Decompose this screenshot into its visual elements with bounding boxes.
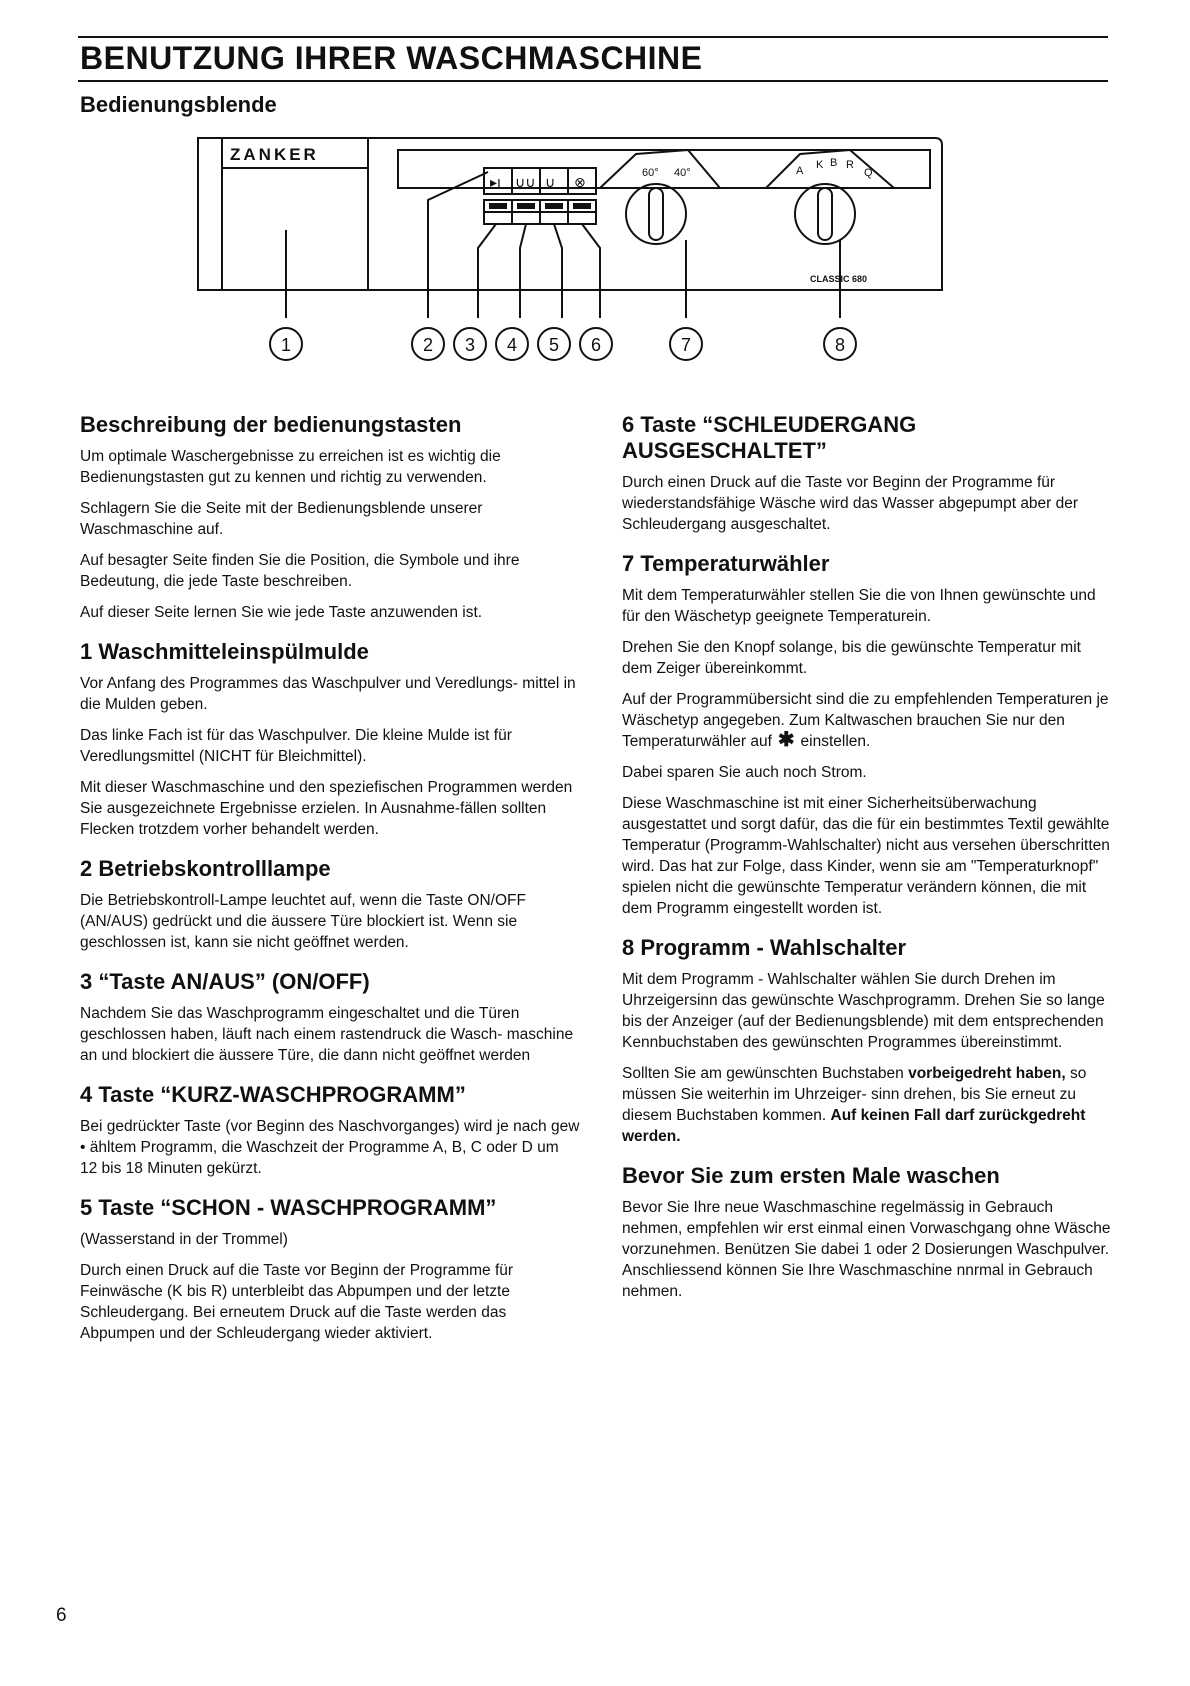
text-run: einstellen. [796, 733, 871, 750]
page-title: BENUTZUNG IHRER WASCHMASCHINE [80, 40, 703, 76]
program-mark-a: A [796, 165, 804, 177]
temp-mark-40: 40° [674, 167, 691, 179]
section-4 [80, 1082, 580, 1179]
section-6 [622, 412, 1112, 535]
control-panel-diagram [190, 130, 950, 400]
callout-6: 6 [590, 335, 602, 355]
temp-mark-60: 60° [642, 167, 659, 179]
section-3-heading: 3 “Taste AN/AUS” (ON/OFF) [80, 969, 370, 994]
section-5 [80, 1195, 580, 1344]
section-7 [622, 551, 1112, 919]
section-3 [80, 969, 580, 1066]
callout-7: 7 [680, 335, 692, 355]
section-1-paragraph: Das linke Fach ist für das Waschpulver. Die kleine Mulde ist für Veredlungsmittel (NICHT für Bleichmittel). [80, 727, 512, 765]
section-7-heading: 7 Temperaturwähler [622, 551, 830, 576]
onoff-symbol-icon: ▸ı [490, 175, 501, 191]
section-6-heading [622, 412, 1112, 464]
intro-heading: Beschreibung der bedienungstasten [80, 412, 462, 437]
program-mark-b: B [830, 157, 838, 169]
page-number: 6 [56, 1605, 67, 1626]
program-dial [795, 184, 855, 244]
section-7-paragraph: Dabei sparen Sie auch noch Strom. [622, 764, 867, 781]
temp-dial [626, 184, 686, 244]
callout-4: 4 [506, 335, 518, 355]
section-4-heading: 4 Taste “KURZ-WASCHPROGRAMM” [80, 1082, 466, 1107]
program-dial-face [766, 150, 894, 188]
section-subtitle: Bedienungsblende [80, 92, 277, 117]
brand-logo: ZANKER [230, 145, 319, 164]
temp-dial-face [600, 150, 720, 188]
section-2 [80, 856, 580, 953]
text-run: so müssen Sie weiterhin im Uhrzeiger- sinn drehen, bis Sie erneut zu diesem Buchstaben kommen. [622, 1065, 1087, 1124]
callout-2: 2 [422, 335, 434, 355]
section-7-paragraph: Diese Waschmaschine ist mit einer Sicherheitsüberwachung ausgestattet und sorgt dafür, das die für ein bestimmtes Textil gewählte Temperatur (Programm-Wahlschalter) nicht aus versehen überschritten wird. Das hat zur Folge, dass Kinder, wenn sie am "Temperaturknopf" spielen nicht die gewünschte Temperatur verändern können, die mit dem Programm eingestellt worden ist. [622, 795, 1110, 917]
text-run: Sollten Sie am gewünschten Buchstaben [622, 1065, 909, 1082]
intro-paragraph: Auf besagter Seite finden Sie die Position, die Symbole und ihre Bedeutung, die jede Taste beschreiben. [80, 552, 520, 590]
section-first-wash [622, 1163, 1112, 1302]
section-6-paragraph: Durch einen Druck auf die Taste vor Beginn der Programme für wiederstandsfähige Wäsche wird das Wasser abgepumpt aber der Schleudergang ausgeschaltet. [622, 474, 1079, 533]
model-label: CLASSIC 680 [810, 274, 868, 284]
section-7-paragraph: Drehen Sie den Knopf solange, bis die gewünschte Temperatur mit dem Zeiger übereinkommt. [622, 639, 1081, 677]
section-7-paragraph [622, 689, 1112, 752]
callout-3: 3 [464, 335, 476, 355]
callout-8: 8 [834, 335, 846, 355]
text-run: Auf der Programmübersicht sind die zu empfehlenden Temperaturen je Wäschetyp angegeben. Zum Kaltwaschen brauchen Sie nur den Temperaturwähler auf [622, 691, 1109, 750]
no-spin-symbol-icon: ⊗ [574, 175, 586, 191]
section-8-paragraph [622, 1063, 1112, 1147]
section-6-heading-line2: AUSGESCHALTET” [622, 438, 827, 463]
callout-5: 5 [548, 335, 560, 355]
section-1 [80, 639, 580, 840]
intro-paragraph: Um optimale Waschergebnisse zu erreichen ist es wichtig die Bedienungstasten gut zu kennen und richtig zu verwenden. [80, 448, 501, 486]
section-8 [622, 935, 1112, 1147]
intro-section [80, 412, 580, 623]
bold-text-run: Auf keinen Fall darf zurückgedreht werden. [622, 1107, 1086, 1145]
section-8-paragraph: Mit dem Programm - Wahlschalter wählen Sie durch Drehen im Uhrzeigersinn das gewünschte Waschprogramm. Drehen Sie so lange bis der Anzeiger (auf der Bedienungsblende) mit dem entsprechenden Kennbuchstaben des gewünschten Programmes übereinstimmt. [622, 971, 1105, 1051]
cold-wash-icon: ✱ [777, 729, 795, 751]
first-wash-paragraph: Bevor Sie Ihre neue Waschmaschine regelmässig in Gebrauch nehmen, empfehlen wir erst einmal einen Vorwaschgang ohne Wäsche vorzunehmen. Benützen Sie dabei 1 oder 2 Dosierungen Waschpulver. Anschliessend können Sie Ihre Waschmaschine nnrmal in Gebrauch nehmen. [622, 1199, 1111, 1300]
left-column [80, 412, 580, 1360]
section-8-heading: 8 Programm - Wahlschalter [622, 935, 907, 960]
right-column [622, 412, 1112, 1318]
bold-text-run: vorbeigedreht haben, [908, 1065, 1066, 1082]
short-wash-symbol-icon: ∪∪ [515, 175, 536, 191]
section-5-paragraph: (Wasserstand in der Trommel) [80, 1231, 288, 1248]
program-mark-k: K [816, 159, 824, 171]
program-mark-q: Q [864, 167, 873, 179]
section-2-paragraph: Die Betriebskontroll-Lampe leuchtet auf, wenn die Taste ON/OFF (AN/AUS) gedrückt und die äussere Türe blockiert ist. Wenn sie geschlossen ist, kann sie nicht geöffnet werden. [80, 892, 526, 951]
top-rule [78, 36, 1108, 38]
section-3-paragraph: Nachdem Sie das Waschprogramm eingeschaltet und die Türen geschlossen haben, läuft nach einem rastendruck die Wasch- maschine an und blockiert die äussere Türe, die dann nicht geöffnet werden [80, 1005, 574, 1064]
callout-1: 1 [280, 335, 292, 355]
gentle-wash-symbol-icon: ∪ [545, 175, 556, 191]
section-6-heading-line1: 6 Taste “SCHLEUDERGANG [622, 412, 917, 437]
section-1-heading: 1 Waschmitteleinspülmulde [80, 639, 369, 664]
section-1-paragraph: Vor Anfang des Programmes das Waschpulver und Veredlungs- mittel in die Mulden geben. [80, 675, 576, 713]
intro-paragraph: Schlagern Sie die Seite mit der Bedienungsblende unserer Waschmaschine auf. [80, 500, 483, 538]
first-wash-heading: Bevor Sie zum ersten Male waschen [622, 1163, 1000, 1188]
section-5-paragraph: Durch einen Druck auf die Taste vor Beginn der Programme für Feinwäsche (K bis R) unterbleibt das Abpumpen und der letzte Schleudergang. Bei erneutem Druck auf die Taste werden das Abpumpen und der Schleudergang wieder aktiviert. [80, 1262, 514, 1342]
intro-paragraph: Auf dieser Seite lernen Sie wie jede Taste anzuwenden ist. [80, 604, 483, 621]
section-7-paragraph: Mit dem Temperaturwähler stellen Sie die von Ihnen gewünschte und für den Wäschetyp geeignete Temperaturein. [622, 587, 1096, 625]
section-4-paragraph: Bei gedrückter Taste (vor Beginn des Naschvorganges) wird je nach gew • ähltem Programm, die Waschzeit der Programme A, B, C oder D um 12 bis 18 Minuten gekürzt. [80, 1118, 580, 1177]
section-2-heading: 2 Betriebskontrolllampe [80, 856, 331, 881]
section-5-heading: 5 Taste “SCHON - WASCHPROGRAMM” [80, 1195, 497, 1220]
section-1-paragraph: Mit dieser Waschmaschine und den speziefischen Programmen werden Sie ausgezeichnete Ergebnisse erzielen. In Ausnahme-fällen sollten Flecken trotzdem vorher behandelt werden. [80, 779, 573, 838]
program-mark-r: R [846, 159, 854, 171]
title-underline [78, 80, 1108, 82]
